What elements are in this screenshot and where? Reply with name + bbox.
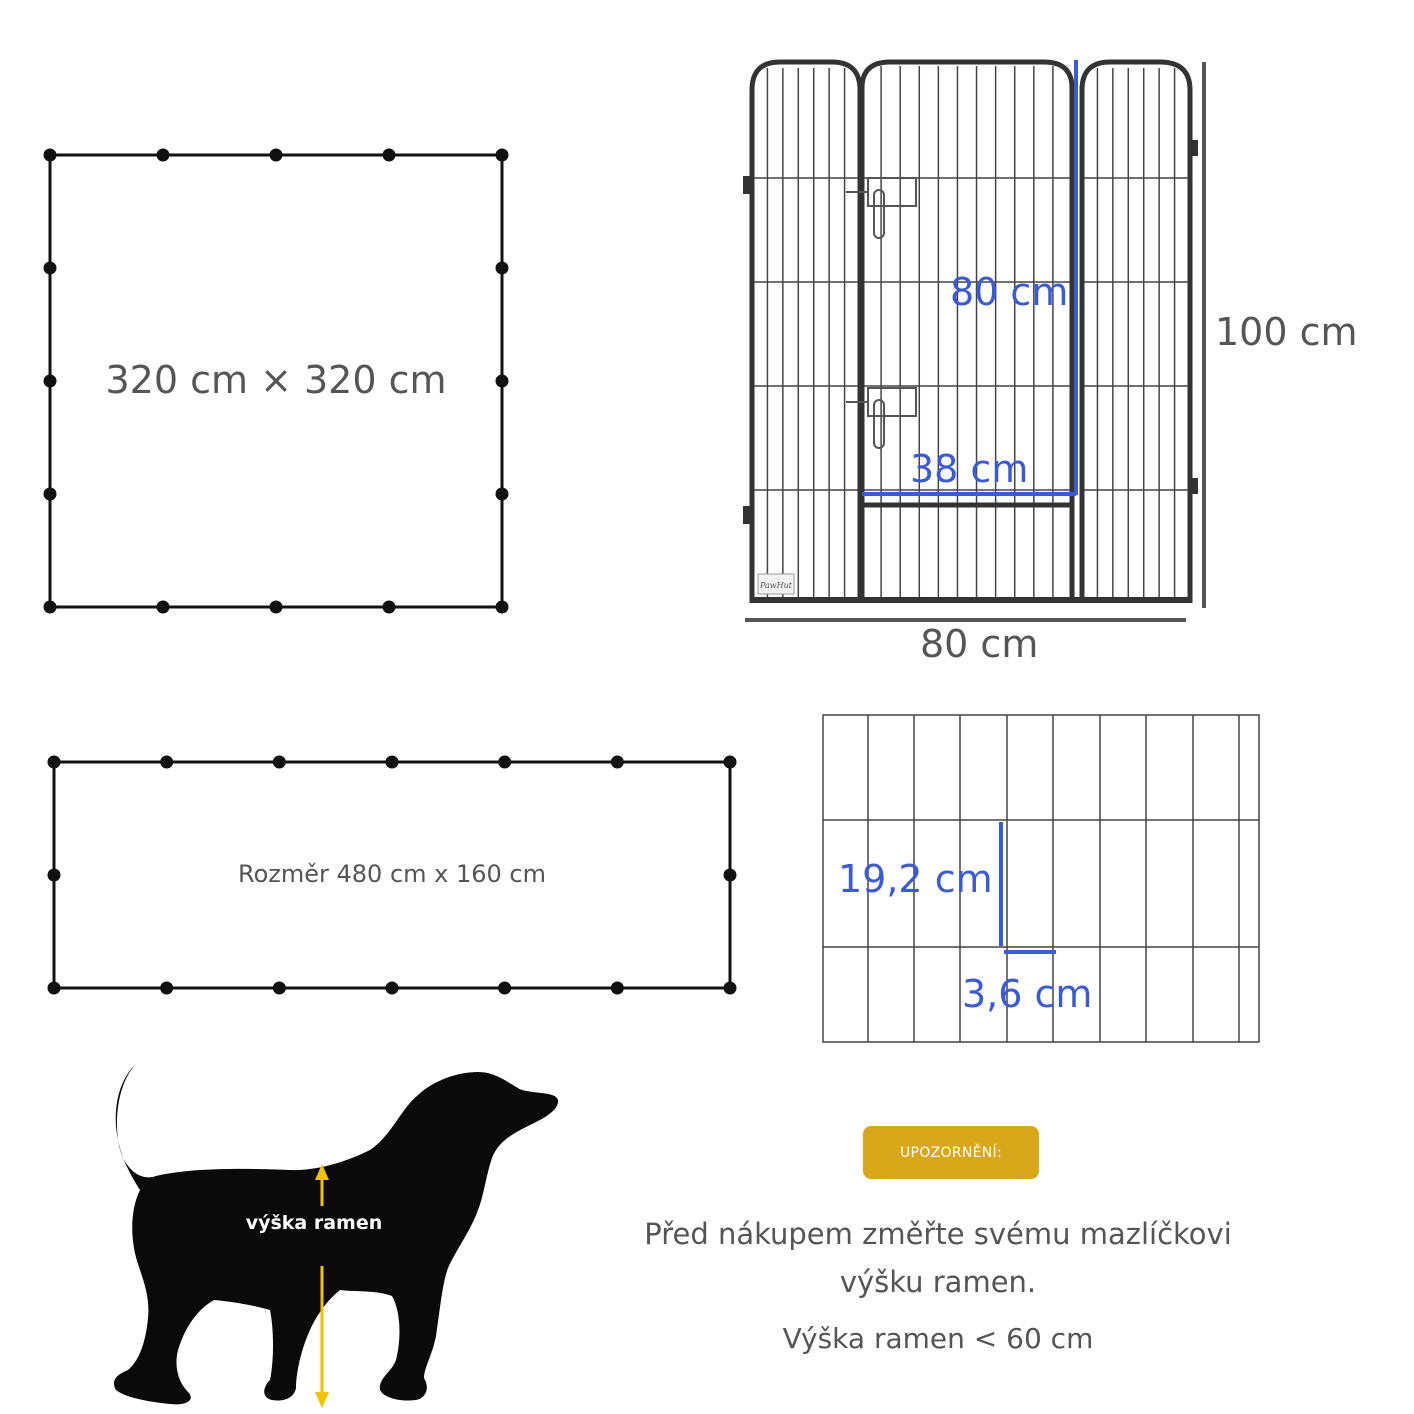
pen-post	[44, 601, 57, 614]
right-clip-top	[1190, 140, 1198, 156]
pen-post	[498, 756, 511, 769]
pen-post	[611, 982, 624, 995]
left-clip-top	[743, 176, 752, 194]
pen-post	[270, 601, 283, 614]
right-panel-frame	[1082, 62, 1190, 603]
door-width-label: 38 cm	[910, 447, 1029, 491]
door-height-label: 80 cm	[950, 270, 1069, 314]
pen-post	[44, 149, 57, 162]
pen-post	[498, 982, 511, 995]
shoulder-height-limit: Výška ramen < 60 cm	[782, 1322, 1094, 1355]
pen-post	[160, 982, 173, 995]
pen-post	[383, 149, 396, 162]
pen-post	[273, 756, 286, 769]
pen-post	[496, 262, 509, 275]
pen-post	[48, 982, 61, 995]
pen-post	[386, 982, 399, 995]
pen-post	[160, 756, 173, 769]
panel-height-label: 100 cm	[1215, 310, 1358, 354]
rect-pen-dimension-label: Rozměr 480 cm x 160 cm	[237, 860, 546, 888]
mesh-gap-width-label: 3,6 cm	[962, 972, 1093, 1016]
pen-post	[724, 756, 737, 769]
square-pen-diagram	[0, 0, 560, 660]
shoulder-height-label: výška ramen	[245, 1212, 383, 1234]
right-clip-bottom	[1190, 478, 1198, 494]
panel-with-door-diagram	[720, 40, 1240, 640]
brand-logo-text: PawHut	[760, 581, 792, 590]
panel-width-label: 80 cm	[920, 622, 1039, 666]
mesh-gap-height-label: 19,2 cm	[838, 857, 993, 901]
dog-shape	[114, 1064, 558, 1404]
pen-post	[383, 601, 396, 614]
pen-post	[724, 982, 737, 995]
pen-post	[496, 601, 509, 614]
pen-post	[48, 756, 61, 769]
middle-panel-frame	[862, 62, 1072, 603]
left-clip-bottom	[743, 506, 752, 524]
pen-post	[496, 149, 509, 162]
warning-badge: UPOZORNĚNÍ:	[863, 1126, 1039, 1179]
pen-post	[44, 262, 57, 275]
shoulder-arrow-down-head	[315, 1392, 329, 1408]
pen-post	[44, 488, 57, 501]
pen-post	[611, 756, 624, 769]
pen-post	[386, 756, 399, 769]
pen-post	[273, 982, 286, 995]
warning-text: Před nákupem změřte svému mazlíčkovi výšku ramen.	[644, 1217, 1232, 1299]
pen-post	[270, 149, 283, 162]
square-pen-dimension-label: 320 cm × 320 cm	[105, 358, 447, 402]
pen-post	[157, 149, 170, 162]
left-panel-frame	[752, 62, 860, 603]
pen-post	[157, 601, 170, 614]
pen-post	[496, 488, 509, 501]
